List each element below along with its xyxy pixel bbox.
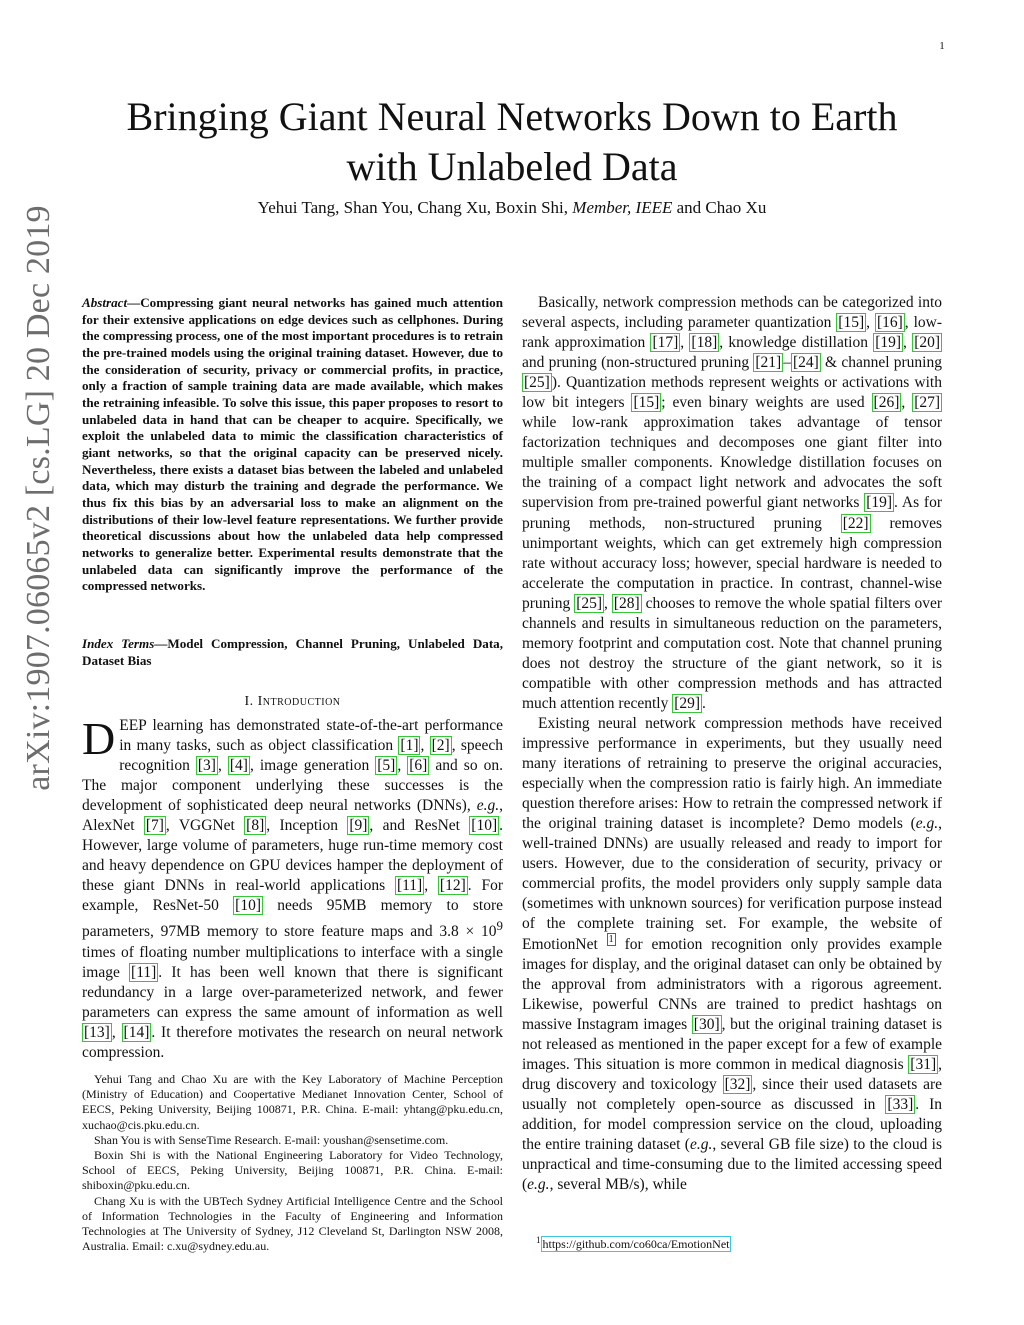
body-text: . As for pruning methods, non-structured pruning [522,494,942,532]
body-text: Basically, network compression methods can be categorized into several aspects, including parameter quantization [522,294,942,332]
citation-link[interactable]: [4] [229,757,248,775]
page-number: 1 [939,40,945,52]
intro-text: , [397,757,408,775]
body-text: and pruning (non-structured pruning [522,354,754,372]
index-terms-text: —Model Compression, Channel Pruning, Unlabeled Data, Dataset Bias [82,636,503,668]
citation-link[interactable]: [20] [914,334,941,352]
body-text: , but the original training dataset is not released as mentioned in the paper except for a few of example images. This situation is more common in medical diagnosis [522,1015,942,1073]
author-names: Yehui Tang, Shan You, Chang Xu, Boxin Shi, [257,198,573,217]
intro-text: . It has been well known that there is significant redundancy in a large over-parameterized network, and fewer parameters can express the same amount of information as well [82,963,503,1021]
footnote [536,1235,731,1252]
body-text: , [680,334,690,352]
author-names-tail: and Chao Xu [672,198,767,217]
body-text: chooses to remove the whole spatial filters over channels and results in simultaneous reduction on the parameters, memory footprint and computation cost. Note that channel pruning does not destroy the structure of the giant network, so it is compatible with other compression methods and has attracted much attention recently [522,594,942,712]
citation-link[interactable]: [25] [524,374,550,392]
abstract [82,295,503,595]
citation-link[interactable]: [9] [349,817,368,835]
body-paragraph [522,293,942,714]
body-text: , [866,314,875,332]
citation-link[interactable]: [28] [613,594,640,612]
abstract-label: Abstract [82,295,128,310]
citation-link[interactable]: [11] [396,877,423,895]
citation-link[interactable]: [32] [724,1075,751,1093]
body-emphasis: e.g. [915,815,939,833]
section-heading [82,694,503,710]
intro-text: , [424,877,438,895]
body-text: , several GB file size) to the cloud is unpractical and time-consuming due to the limited accessing speed ( [522,1135,942,1194]
body-text: ; even binary weights are used [661,394,872,412]
citation-link[interactable]: [15] [633,394,660,412]
citation-link[interactable]: [10] [471,817,498,835]
body-emphasis: e.g. [689,1135,713,1153]
citation-link[interactable]: [6] [409,757,428,775]
intro-text: , speech recognition [119,737,504,775]
body-text: removes unimportant weights, which can get extremely high compression rate without accuracy loss; however, special hardware is needed to accelerate the computation in practice. In contrast, channel-wise pruning [522,514,942,612]
citation-link[interactable]: [33] [887,1095,914,1113]
citation-link[interactable]: [14] [123,1023,150,1041]
body-text: , [604,594,612,612]
title-line-2: with Unlabeled Data [346,144,678,189]
citation-link[interactable]: [26] [873,394,900,412]
citation-link[interactable]: [18] [691,334,718,352]
body-text: & channel pruning [820,354,942,372]
citation-link[interactable]: [19] [866,494,893,512]
body-text: while low-rank approximation takes advantage of tensor factorization techniques and decomposes one giant filter into multiple smaller components. Knowledge distillation focuses on the training of a compact light network and advocates the soft supervision from pre-trained powerful giant networks [522,414,942,512]
citation-link[interactable]: [15] [838,314,865,332]
body-text: , several MB/s), while [549,1176,687,1194]
body-text: , drug discovery and toxicology [522,1055,942,1093]
citation-link[interactable]: [11] [131,963,157,981]
intro-text: , [420,737,430,755]
body-paragraph [522,714,942,1195]
citation-link[interactable]: [8] [246,817,265,835]
citation-link[interactable]: [22] [842,514,869,532]
intro-text: , image generation [249,757,376,775]
body-text: . In addition, for model compression service on the cloud, uploading the entire training dataset ( [522,1095,942,1153]
intro-text: . For example, ResNet-50 [82,877,503,915]
section-title: Introduction [257,694,341,709]
body-text: , well-trained DNNs) are usually released and ready to import for users. However, due to the consideration of security, privacy or commercial profits, the model providers only supply sample data (sometimes with unknown sources) for verification purpose instead of the complete training set. For example, the website of EmotionNet [522,815,942,953]
index-terms [82,636,503,669]
footnote-link[interactable]: 1 [608,934,614,946]
body-text: ). Quantization methods represent weights or activations with low bit integers [522,374,942,412]
citation-link[interactable]: [27] [914,394,941,412]
paper-title [100,92,924,192]
exponent: 9 [496,918,503,934]
citation-link[interactable]: [31] [910,1055,937,1073]
intro-emphasis: e.g. [476,797,500,815]
introduction-paragraph [82,713,504,1063]
citation-link[interactable]: [2] [431,737,450,755]
footnote-mark: 1 [536,1235,541,1245]
intro-text: needs 95MB memory to store parameters, 97MB memory to store feature maps and 3.8 × 10 [82,897,503,941]
body-emphasis: e.g. [527,1176,550,1194]
right-column-body [522,293,942,1195]
citation-link[interactable]: [12] [439,877,466,895]
citation-link[interactable]: [7] [145,817,164,835]
citation-link[interactable]: [25] [576,594,603,612]
citation-link[interactable]: [24] [792,354,819,372]
body-text: , since their used datasets are usually not completely open-source as discussed in [522,1075,942,1113]
intro-text: , Inception [266,817,348,835]
affiliation-note: Boxin Shi is with the National Engineering Laboratory for Video Technology, School of EECS, Peking University, Beijing 100871, P.R. China. E-mail: shiboxin@pku.edu.cn. [82,1148,503,1193]
intro-text: , [111,1023,122,1041]
arxiv-identifier: arXiv:1907.06065v2 [cs.LG] 20 Dec 2019 [20,205,57,791]
intro-text: . However, large volume of parameters, huge run-time memory cost and heavy dependence on GPU devices hamper the deployment of these giant DNNs in real-world applications [82,817,503,895]
body-text: , [901,394,913,412]
body-text: , knowledge distillation [719,334,874,352]
citation-link[interactable]: [10] [235,897,261,915]
citation-link[interactable]: [21] [755,354,782,372]
citation-link[interactable]: [3] [197,757,216,775]
affiliation-note: Yehui Tang and Chao Xu are with the Key Laboratory of Machine Perception (Ministry of Education) and Coopertative Medianet Innovation Center, School of EECS, Peking University, Beijing 100871, P.R. China. E-mail: yhtang@pku.edu.cn, xuchao@cis.pku.edu.cn. [82,1072,503,1132]
index-terms-label: Index Terms [82,636,155,651]
citation-link[interactable]: [17] [652,334,679,352]
body-text: , [903,334,913,352]
drop-cap: D [82,713,116,764]
citation-link[interactable]: [30] [693,1015,720,1033]
citation-link[interactable]: [13] [84,1023,110,1041]
footnote-url-link[interactable]: https://github.com/co60ca/EmotionNet [542,1237,730,1251]
affiliation-note: Shan You is with SenseTime Research. E-mail: youshan@sensetime.com. [94,1132,449,1147]
intro-text: , AlexNet [82,797,503,835]
body-text: for emotion recognition only provides example images for display, and the original dataset can only be obtained by the approval from administrators with a rigorous agreement. Likewise, powerful CNNs are trained to predict hashtags on massive Instagram images [522,935,942,1033]
intro-text: and so on. The major component underlying these successes is the development of sophisticated deep neural networks (DNNs), [82,757,503,815]
intro-text: times of floating number multiplications to interface with a single image [82,943,503,981]
author-list [100,198,924,218]
section-number: I. [244,694,254,709]
citation-link[interactable]: [1] [400,737,419,755]
author-membership: Member, IEEE [572,198,673,217]
body-text: Existing neural network compression methods have received impressive performance in experiments, but they usually need many iterations of retraining to preserve the original accuracies, especially when the compression ratio is fairly high. An immediate question therefore arises: How to retrain the compressed network if the original training dataset is incomplete? Demo models ( [522,714,942,833]
body-text: – [783,354,791,372]
intro-text: , and ResNet [369,817,470,835]
intro-text: , [217,757,228,775]
intro-text: EEP learning has demonstrated state-of-the-art performance in many tasks, such as object classification [119,717,503,755]
intro-text: . It therefore motivates the research on neural network compression. [82,1023,504,1061]
body-text: . [702,694,706,712]
intro-text: , VGGNet [165,817,245,835]
citation-link[interactable]: [29] [674,694,701,712]
citation-link[interactable]: [16] [876,314,903,332]
abstract-text: —Compressing giant neural networks has gained much attention for their extensive applications on edge devices such as cellphones. During the compressing process, one of the most important procedures is to retrain the pre-trained models using the original training dataset. However, due to the consideration of security, privacy or commercial profits, in practice, only a fraction of sample training data are made available, which makes the retraining infeasible. To solve this issue, this paper proposes to resort to unlabeled data in hand that can be cheaper to acquire. Specifically, we exploit the unlabeled data to mimic the classification characteristics of giant networks, so that the original capacity can be preserved nicely. Nevertheless, there exists a dataset bias between the labeled and unlabeled data, which may disturb the training and degrade the performance. We thus fix this bias by an adversarial loss to make an alignment on the distributions of their low-level feature representations. We further provide theoretical discussions about how the unlabeled data help compressed networks to generalize better. Experimental results demonstrate that the unlabeled data can significantly improve the performance of the compressed networks. [82,295,503,594]
title-line-1: Bringing Giant Neural Networks Down to Earth [126,94,898,139]
author-affiliations [82,1072,503,1254]
citation-link[interactable]: [19] [875,334,902,352]
citation-link[interactable]: [5] [377,757,396,775]
affiliation-note: Chang Xu is with the UBTech Sydney Artificial Intelligence Centre and the School of Information Technologies in the Faculty of Engineering and Information Technologies at The University of Sydney, J12 Cleveland St, Darlington NSW 2008, Australia. Email: c.xu@sydney.edu.au. [82,1193,503,1254]
body-text: , low-rank approximation [522,314,942,352]
